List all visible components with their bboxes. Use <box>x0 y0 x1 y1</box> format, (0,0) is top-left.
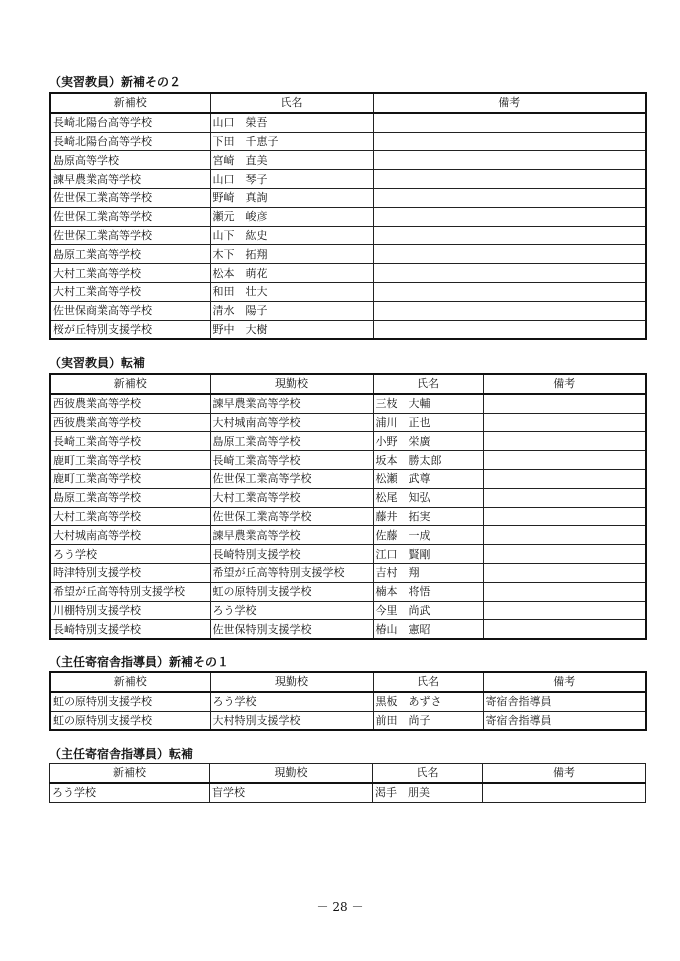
table-cell: 佐世保工業高等学校 <box>50 226 210 245</box>
table-cell <box>373 188 646 207</box>
table-cell <box>483 545 646 564</box>
table-cell: 長崎特別支援学校 <box>50 620 210 639</box>
table-cell: 小野 栄廣 <box>373 432 483 451</box>
table-row <box>50 711 646 730</box>
column-header: 備考 <box>483 764 646 783</box>
table-body <box>50 374 646 639</box>
table-cell: 木下 拓翔 <box>210 245 373 264</box>
table-row <box>50 226 646 245</box>
column-header: 氏名 <box>373 374 483 394</box>
table-row <box>50 282 646 301</box>
table-cell: 鹿町工業高等学校 <box>50 451 210 470</box>
table-cell: 長崎工業高等学校 <box>50 432 210 451</box>
table-cell: 長崎特別支援学校 <box>210 545 373 564</box>
table-row <box>50 783 646 802</box>
table-cell: 長崎北陽台高等学校 <box>50 113 210 132</box>
table-cell: 西彼農業高等学校 <box>50 413 210 432</box>
table-cell: 諫早農業高等学校 <box>210 394 373 413</box>
table-cell: 浦川 正也 <box>373 413 483 432</box>
table-cell: 大村工業高等学校 <box>50 282 210 301</box>
table-cell: 三枝 大輔 <box>373 394 483 413</box>
table-cell <box>373 301 646 320</box>
table-cell: 寄宿舎指導員 <box>483 692 646 711</box>
table-cell: 坂本 勝太郎 <box>373 451 483 470</box>
table-cell: 佐世保工業高等学校 <box>210 507 373 526</box>
table-row <box>50 113 646 132</box>
table-cell: 大村城南高等学校 <box>210 413 373 432</box>
table-cell: 盲学校 <box>210 783 373 802</box>
table-cell: 島原工業高等学校 <box>50 245 210 264</box>
table-row <box>50 151 646 170</box>
table-row <box>50 245 646 264</box>
table-cell <box>373 207 646 226</box>
table-cell <box>373 264 646 283</box>
section-title: （主任寄宿舎指導員）新補その１ <box>49 655 230 669</box>
column-header: 氏名 <box>373 672 483 692</box>
table-cell: 虹の原特別支援学校 <box>50 692 210 711</box>
table-cell: 松瀬 武尊 <box>373 469 483 488</box>
page-number: － 28 － <box>316 900 364 914</box>
table-row <box>50 620 646 639</box>
table-cell <box>483 582 646 601</box>
section-title: （実習教員）転補 <box>49 356 146 370</box>
table-cell: 江口 賢剛 <box>373 545 483 564</box>
table-cell <box>373 320 646 339</box>
table-cell: 島原高等学校 <box>50 151 210 170</box>
table-cell: 下田 千恵子 <box>210 132 373 151</box>
column-header: 備考 <box>373 93 646 113</box>
table-cell: 宮崎 直美 <box>210 151 373 170</box>
table-cell: 渇手 朋美 <box>373 783 483 802</box>
table-row <box>50 320 646 339</box>
table-body <box>50 672 646 730</box>
table-row <box>50 264 646 283</box>
table-header-row <box>50 93 646 113</box>
table-cell <box>483 451 646 470</box>
table-cell: 大村特別支援学校 <box>210 711 373 730</box>
table-cell: 黒板 あずさ <box>373 692 483 711</box>
column-header: 新補校 <box>50 93 210 113</box>
table-cell: 瀬元 峻彦 <box>210 207 373 226</box>
table-cell: 希望が丘高等特別支援学校 <box>210 563 373 582</box>
column-header: 氏名 <box>210 93 373 113</box>
table-cell: 大村城南高等学校 <box>50 526 210 545</box>
table-cell: 長崎北陽台高等学校 <box>50 132 210 151</box>
table-cell <box>483 394 646 413</box>
table-cell: 山口 琴子 <box>210 170 373 189</box>
table-cell: 藤井 拓実 <box>373 507 483 526</box>
table-row <box>50 132 646 151</box>
table-cell <box>483 413 646 432</box>
table-cell <box>373 151 646 170</box>
table-cell <box>483 601 646 620</box>
table-cell: ろう学校 <box>210 601 373 620</box>
column-header: 現勤校 <box>210 764 373 783</box>
table-row <box>50 394 646 413</box>
table-cell: 長崎工業高等学校 <box>210 451 373 470</box>
table-cell: 時津特別支援学校 <box>50 563 210 582</box>
table-cell <box>373 226 646 245</box>
column-header: 新補校 <box>50 672 210 692</box>
table-row <box>50 692 646 711</box>
table-cell: ろう学校 <box>210 692 373 711</box>
table-cell: 島原工業高等学校 <box>210 432 373 451</box>
column-header: 現勤校 <box>210 374 373 394</box>
table-cell <box>483 783 646 802</box>
table-cell <box>483 469 646 488</box>
table-cell: 今里 尚武 <box>373 601 483 620</box>
assignment-table <box>49 373 647 640</box>
table-cell: 桜が丘特別支援学校 <box>50 320 210 339</box>
table-row <box>50 413 646 432</box>
table-row <box>50 170 646 189</box>
table-row <box>50 582 646 601</box>
table-row <box>50 301 646 320</box>
table-row <box>50 601 646 620</box>
column-header: 現勤校 <box>210 672 373 692</box>
table-cell: 佐世保工業高等学校 <box>50 207 210 226</box>
table-cell: 山下 紘史 <box>210 226 373 245</box>
table-body <box>50 93 646 339</box>
table-cell: 佐藤 一成 <box>373 526 483 545</box>
table-cell <box>483 526 646 545</box>
table-cell: 吉村 翔 <box>373 563 483 582</box>
column-header: 氏名 <box>373 764 483 783</box>
column-header: 備考 <box>483 374 646 394</box>
assignment-table <box>49 671 647 731</box>
table-row <box>50 469 646 488</box>
table-cell: 諫早農業高等学校 <box>210 526 373 545</box>
table-cell: ろう学校 <box>50 783 210 802</box>
table-row <box>50 432 646 451</box>
section-title: （実習教員）新補その２ <box>49 75 182 89</box>
table-cell <box>373 113 646 132</box>
column-header: 備考 <box>483 672 646 692</box>
table-cell: 虹の原特別支援学校 <box>50 711 210 730</box>
table-cell: 諫早農業高等学校 <box>50 170 210 189</box>
table-cell: 野中 大樹 <box>210 320 373 339</box>
table-cell: 寄宿舎指導員 <box>483 711 646 730</box>
table-cell: 和田 壮大 <box>210 282 373 301</box>
table-cell <box>483 507 646 526</box>
table-cell: ろう学校 <box>50 545 210 564</box>
table-cell: 山口 榮吾 <box>210 113 373 132</box>
table-row <box>50 563 646 582</box>
table-cell: 松尾 知弘 <box>373 488 483 507</box>
table-row <box>50 545 646 564</box>
table-cell: 清水 陽子 <box>210 301 373 320</box>
table-cell <box>483 620 646 639</box>
column-header: 新補校 <box>50 374 210 394</box>
table-cell: 野崎 真詢 <box>210 188 373 207</box>
table-cell: 島原工業高等学校 <box>50 488 210 507</box>
table-row <box>50 188 646 207</box>
table-cell <box>483 432 646 451</box>
table-body <box>50 764 646 803</box>
table-row <box>50 507 646 526</box>
table-cell <box>483 488 646 507</box>
table-cell: 川棚特別支援学校 <box>50 601 210 620</box>
table-cell: 大村工業高等学校 <box>210 488 373 507</box>
table-cell <box>373 132 646 151</box>
table-cell: 大村工業高等学校 <box>50 507 210 526</box>
table-cell: 虹の原特別支援学校 <box>210 582 373 601</box>
table-cell: 楠本 将悟 <box>373 582 483 601</box>
column-header: 新補校 <box>50 764 210 783</box>
assignment-table <box>49 763 646 803</box>
table-cell <box>373 282 646 301</box>
table-cell <box>373 245 646 264</box>
table-cell: 佐世保工業高等学校 <box>210 469 373 488</box>
table-cell: 西彼農業高等学校 <box>50 394 210 413</box>
table-cell: 大村工業高等学校 <box>50 264 210 283</box>
table-cell <box>373 170 646 189</box>
table-row <box>50 526 646 545</box>
table-header-row <box>50 764 646 783</box>
table-cell: 希望が丘高等特別支援学校 <box>50 582 210 601</box>
table-cell: 椿山 憲昭 <box>373 620 483 639</box>
assignment-table <box>49 92 647 340</box>
table-cell <box>483 563 646 582</box>
table-row <box>50 451 646 470</box>
table-cell: 鹿町工業高等学校 <box>50 469 210 488</box>
table-header-row <box>50 374 646 394</box>
table-row <box>50 207 646 226</box>
table-cell: 松本 萌花 <box>210 264 373 283</box>
table-cell: 前田 尚子 <box>373 711 483 730</box>
table-row <box>50 488 646 507</box>
table-cell: 佐世保特別支援学校 <box>210 620 373 639</box>
table-cell: 佐世保工業高等学校 <box>50 188 210 207</box>
section-title: （主任寄宿舎指導員）転補 <box>49 747 194 761</box>
table-cell: 佐世保商業高等学校 <box>50 301 210 320</box>
table-header-row <box>50 672 646 692</box>
